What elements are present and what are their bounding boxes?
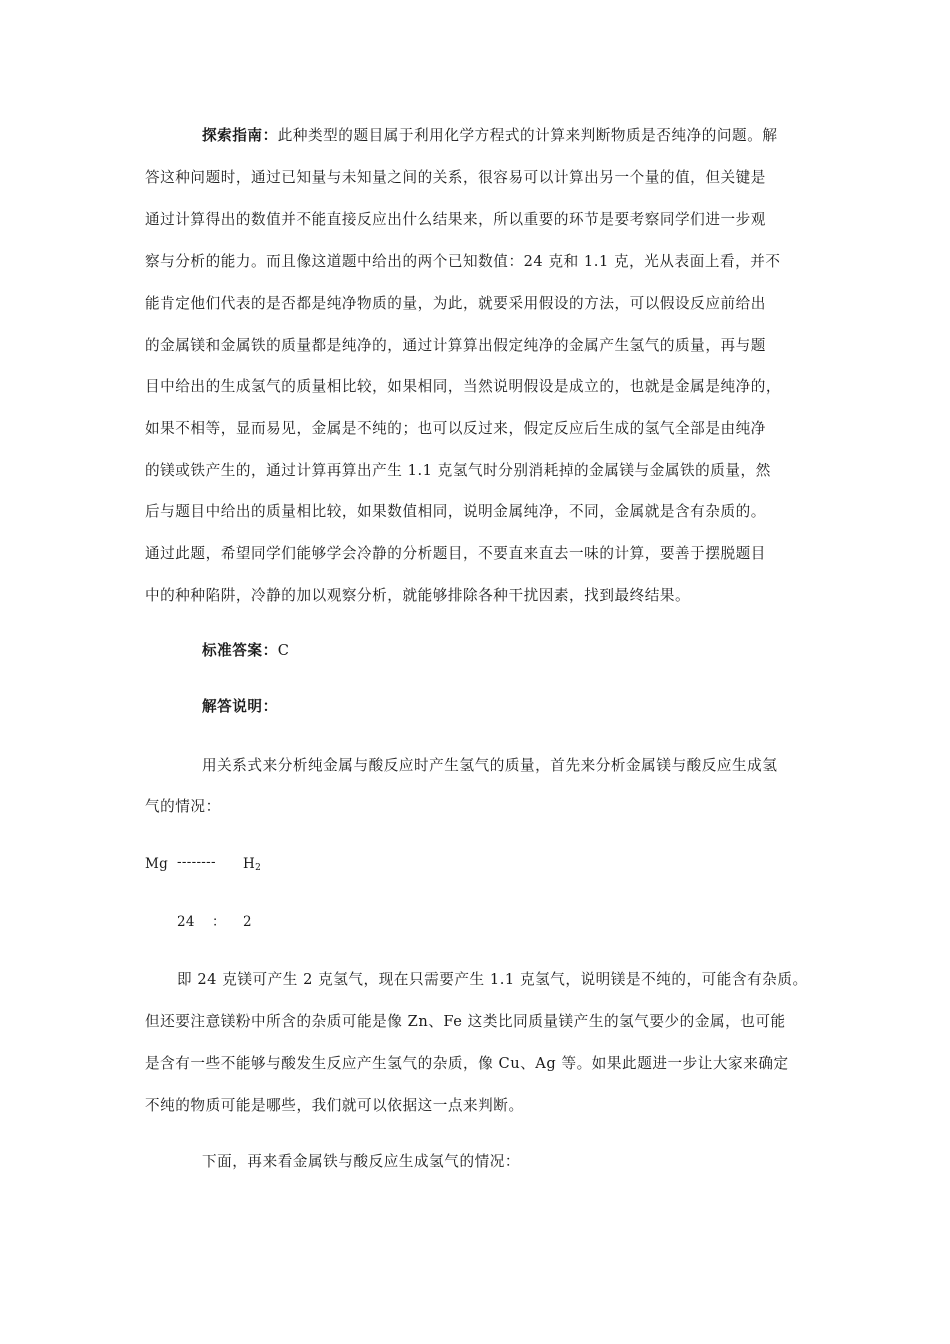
guide-line-3: 通过计算得出的数值并不能直接反应出什么结果来，所以重要的环节是要考察同学们进一步观 [145,211,766,228]
para3-line: 下面，再来看金属铁与酸反应生成氢气的情况： [202,1153,521,1170]
equation-right [243,854,261,878]
para2-line-2: 但还要注意镁粉中所含的杂质可能是像 Zn、Fe 这类比同质量镁产生的氢气要少的金属，也可能 [145,1013,786,1030]
guide-line-1 [202,126,802,146]
explain-label: 解答说明： [202,698,278,715]
guide-line-4: 察与分析的能力。而且像这道题中给出的两个已知数值：24 克和 1.1 克，光从表面上看，并不 [145,253,781,270]
equation-right-main: H [243,856,256,872]
guide-line-2: 答这种问题时，通过已知量与未知量之间的关系，很容易可以计算出另一个量的值，但关键是 [145,169,766,186]
equation-right-sub: 2 [255,863,262,873]
answer-value: C [277,642,290,659]
ratio-sep: ： [212,914,226,930]
guide-line-11: 通过此题，希望同学们能够学会冷静的分析题目，不要直来直去一味的计算，要善于摆脱题目 [145,545,766,562]
answer-line [202,641,802,661]
para1-line-2: 气的情况： [145,798,221,815]
equation-dashes: -------- [177,854,216,870]
para1-line-1: 用关系式来分析纯金属与酸反应时产生氢气的质量，首先来分析金属镁与酸反应生成氢 [202,757,778,774]
guide-label: 探索指南： [202,127,278,144]
ratio-right: 2 [243,914,252,930]
equation-left: Mg [145,856,169,872]
answer-label: 标准答案： [202,642,278,659]
ratio-left: 24 [177,914,195,930]
guide-line-6: 的金属镁和金属铁的质量都是纯净的，通过计算算出假定纯净的金属产生氢气的质量，再与题 [145,337,766,354]
guide-text: 此种类型的题目属于利用化学方程式的计算来判断物质是否纯净的问题。解 [277,127,778,144]
para2-line-1: 即 24 克镁可产生 2 克氢气，现在只需要产生 1.1 克氢气，说明镁是不纯的，可能含有杂质。 [177,971,808,988]
guide-line-8: 如果不相等，显而易见，金属是不纯的；也可以反过来，假定反应后生成的氢气全部是由纯净 [145,420,766,437]
guide-line-7: 目中给出的生成氢气的质量相比较，如果相同，当然说明假设是成立的，也就是金属是纯净的， [145,378,782,395]
para2-line-3: 是含有一些不能够与酸发生反应产生氢气的杂质，像 Cu、Ag 等。如果此题进一步让大家来确定 [145,1055,789,1072]
para2-line-4: 不纯的物质可能是哪些，我们就可以依据这一点来判断。 [145,1097,524,1114]
guide-line-10: 后与题目中给出的质量相比较，如果数值相同，说明金属纯净，不同，金属就是含有杂质的。 [145,503,766,520]
guide-line-5: 能肯定他们代表的是否都是纯净物质的量，为此，就要采用假设的方法，可以假设反应前给出 [145,295,766,312]
guide-line-12: 中的种种陷阱，冷静的加以观察分析，就能够排除各种干扰因素，找到最终结果。 [145,587,691,604]
guide-line-9: 的镁或铁产生的，通过计算再算出产生 1.1 克氢气时分别消耗掉的金属镁与金属铁的质量，然 [145,462,771,479]
